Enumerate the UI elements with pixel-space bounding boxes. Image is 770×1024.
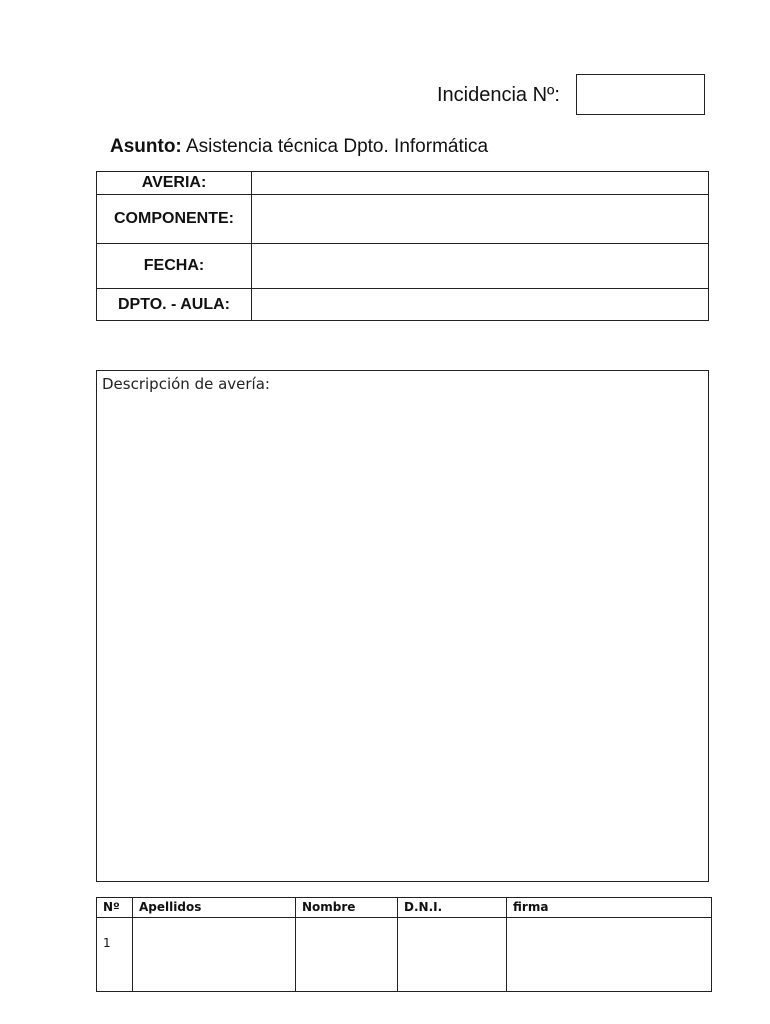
header-nombre: Nombre	[296, 898, 398, 918]
signature-header-row	[97, 898, 712, 918]
info-row-componente	[97, 195, 709, 244]
averia-field[interactable]	[252, 172, 709, 195]
descripcion-field[interactable]	[96, 370, 709, 882]
apellidos-field[interactable]	[133, 918, 296, 992]
asunto-label: Asunto:	[110, 136, 182, 157]
dni-field[interactable]	[398, 918, 507, 992]
signature-table	[96, 897, 712, 992]
header-firma: firma	[507, 898, 712, 918]
asunto-text: Asistencia técnica Dpto. Informática	[186, 136, 489, 157]
row-number: 1	[97, 918, 133, 992]
incidencia-number-field[interactable]	[576, 74, 705, 115]
header-apellidos: Apellidos	[133, 898, 296, 918]
averia-label: AVERIA:	[97, 172, 252, 195]
dpto-aula-field[interactable]	[252, 289, 709, 321]
dpto-aula-label: DPTO. - AULA:	[97, 289, 252, 321]
header-dni: D.N.I.	[398, 898, 507, 918]
componente-label: COMPONENTE:	[97, 195, 252, 244]
info-row-fecha	[97, 244, 709, 289]
info-table	[96, 171, 709, 321]
table-row	[97, 918, 712, 992]
asunto-line	[110, 136, 488, 158]
nombre-field[interactable]	[296, 918, 398, 992]
header-numero: Nº	[97, 898, 133, 918]
info-row-averia	[97, 172, 709, 195]
componente-field[interactable]	[252, 195, 709, 244]
descripcion-label: Descripción de avería:	[102, 375, 270, 393]
incidencia-label: Incidencia Nº:	[437, 84, 560, 106]
fecha-field[interactable]	[252, 244, 709, 289]
info-row-dpto-aula	[97, 289, 709, 321]
firma-field[interactable]	[507, 918, 712, 992]
fecha-label: FECHA:	[97, 244, 252, 289]
